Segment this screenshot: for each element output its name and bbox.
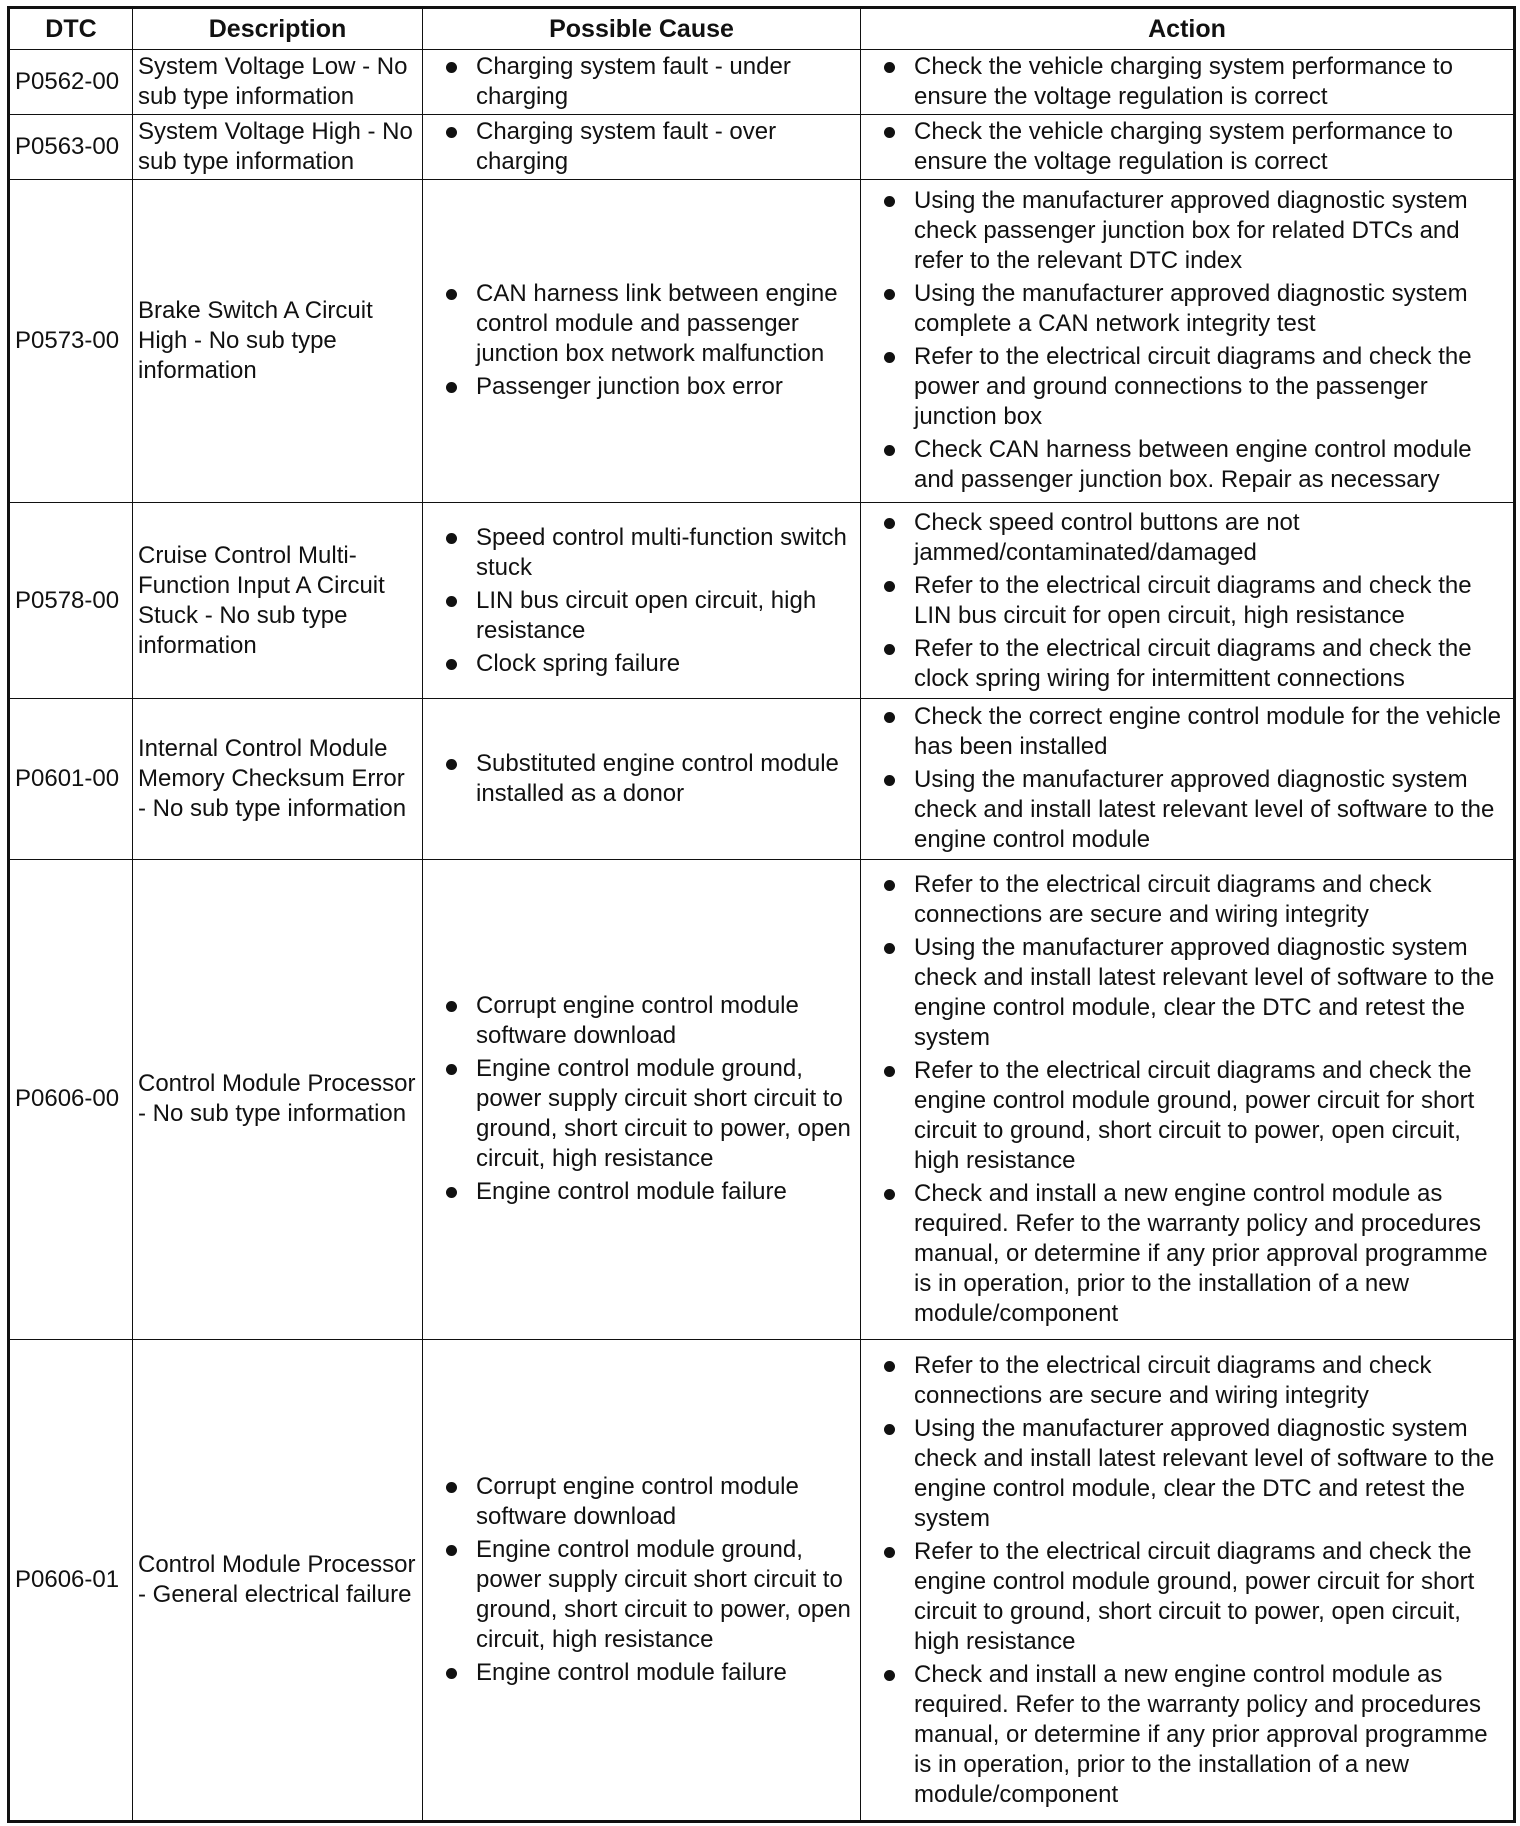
cause-item: Clock spring failure [443,649,856,679]
table-row [9,114,1515,179]
action-list [881,52,1509,112]
table-row [9,1340,1515,1822]
table-row [9,179,1515,503]
description-cell: System Voltage Low - No sub type information [133,50,423,115]
action-cell [861,698,1515,859]
header-row [9,8,1515,50]
dtc-code-cell: P0562-00 [9,50,133,115]
cause-item: CAN harness link between engine control module and passenger junction box network malfunction [443,279,856,369]
cause-list [443,523,856,679]
action-item: Refer to the electrical circuit diagrams and check the engine control module ground, power circuit for short circuit to ground, short circuit to power, open circuit, high resistance [881,1056,1509,1176]
action-item: Refer to the electrical circuit diagrams and check the engine control module ground, power circuit for short circuit to ground, short circuit to power, open circuit, high resistance [881,1537,1509,1657]
action-item: Refer to the electrical circuit diagrams and check the LIN bus circuit for open circuit, high resistance [881,571,1509,631]
dtc-code-cell: P0578-00 [9,503,133,698]
action-item: Using the manufacturer approved diagnostic system check and install latest relevant level of software to the engine control module, clear the DTC and retest the system [881,1414,1509,1534]
dtc-code-cell: P0606-01 [9,1340,133,1822]
action-list [881,186,1509,495]
possible-cause-cell [423,114,861,179]
action-list [881,117,1509,177]
cause-list [443,991,856,1207]
description-cell: System Voltage High - No sub type information [133,114,423,179]
cause-list [443,1472,856,1688]
possible-cause-cell [423,179,861,503]
action-cell [861,50,1515,115]
possible-cause-cell [423,503,861,698]
dtc-code-cell: P0563-00 [9,114,133,179]
action-cell [861,179,1515,503]
action-item: Using the manufacturer approved diagnostic system check and install latest relevant level of software to the engine control module, clear the DTC and retest the system [881,933,1509,1053]
cause-list [443,279,856,402]
possible-cause-cell [423,859,861,1340]
action-item: Check CAN harness between engine control module and passenger junction box. Repair as necessary [881,435,1509,495]
action-item: Using the manufacturer approved diagnostic system complete a CAN network integrity test [881,279,1509,339]
cause-list [443,749,856,809]
dtc-code-cell: P0606-00 [9,859,133,1340]
cause-item: Engine control module ground, power supply circuit short circuit to ground, short circuit to power, open circuit, high resistance [443,1535,856,1655]
cause-item: Charging system fault - over charging [443,117,856,177]
action-list [881,870,1509,1329]
cause-item: Charging system fault - under charging [443,52,856,112]
action-item: Refer to the electrical circuit diagrams and check connections are secure and wiring integrity [881,1351,1509,1411]
action-item: Check the correct engine control module for the vehicle has been installed [881,702,1509,762]
action-item: Refer to the electrical circuit diagrams and check connections are secure and wiring integrity [881,870,1509,930]
action-cell [861,114,1515,179]
description-cell: Control Module Processor - General electrical failure [133,1340,423,1822]
action-cell [861,503,1515,698]
description-cell: Brake Switch A Circuit High - No sub type information [133,179,423,503]
possible-cause-cell [423,698,861,859]
header-description: Description [133,8,423,50]
cause-item: LIN bus circuit open circuit, high resistance [443,586,856,646]
action-list [881,702,1509,855]
action-item: Check speed control buttons are not jammed/contaminated/damaged [881,508,1509,568]
action-item: Refer to the electrical circuit diagrams and check the clock spring wiring for intermittent connections [881,634,1509,694]
table-row [9,859,1515,1340]
cause-item: Engine control module failure [443,1658,856,1688]
dtc-table [7,6,1516,1823]
cause-item: Engine control module ground, power supply circuit short circuit to ground, short circuit to power, open circuit, high resistance [443,1054,856,1174]
description-cell: Control Module Processor - No sub type information [133,859,423,1340]
action-item: Refer to the electrical circuit diagrams and check the power and ground connections to the passenger junction box [881,342,1509,432]
dtc-code-cell: P0573-00 [9,179,133,503]
action-cell [861,859,1515,1340]
dtc-code-cell: P0601-00 [9,698,133,859]
cause-list [443,52,856,112]
action-item: Check the vehicle charging system performance to ensure the voltage regulation is correct [881,52,1509,112]
possible-cause-cell [423,50,861,115]
cause-item: Speed control multi-function switch stuck [443,523,856,583]
action-item: Check the vehicle charging system performance to ensure the voltage regulation is correct [881,117,1509,177]
action-item: Check and install a new engine control module as required. Refer to the warranty policy and procedures manual, or determine if any prior approval programme is in operation, prior to the installation of a new module/component [881,1660,1509,1810]
table-header [9,8,1515,50]
table-row [9,698,1515,859]
action-item: Using the manufacturer approved diagnostic system check passenger junction box for related DTCs and refer to the relevant DTC index [881,186,1509,276]
header-dtc: DTC [9,8,133,50]
action-item: Check and install a new engine control module as required. Refer to the warranty policy and procedures manual, or determine if any prior approval programme is in operation, prior to the installation of a new module/component [881,1179,1509,1329]
cause-item: Substituted engine control module installed as a donor [443,749,856,809]
cause-item: Engine control module failure [443,1177,856,1207]
description-cell: Cruise Control Multi-Function Input A Circuit Stuck - No sub type information [133,503,423,698]
table-row [9,50,1515,115]
header-action: Action [861,8,1515,50]
action-item: Using the manufacturer approved diagnostic system check and install latest relevant level of software to the engine control module [881,765,1509,855]
table-body [9,50,1515,1822]
table-row [9,503,1515,698]
action-list [881,508,1509,694]
cause-item: Corrupt engine control module software download [443,991,856,1051]
cause-list [443,117,856,177]
cause-item: Passenger junction box error [443,372,856,402]
action-list [881,1351,1509,1810]
header-possible-cause: Possible Cause [423,8,861,50]
possible-cause-cell [423,1340,861,1822]
action-cell [861,1340,1515,1822]
description-cell: Internal Control Module Memory Checksum Error - No sub type information [133,698,423,859]
cause-item: Corrupt engine control module software download [443,1472,856,1532]
